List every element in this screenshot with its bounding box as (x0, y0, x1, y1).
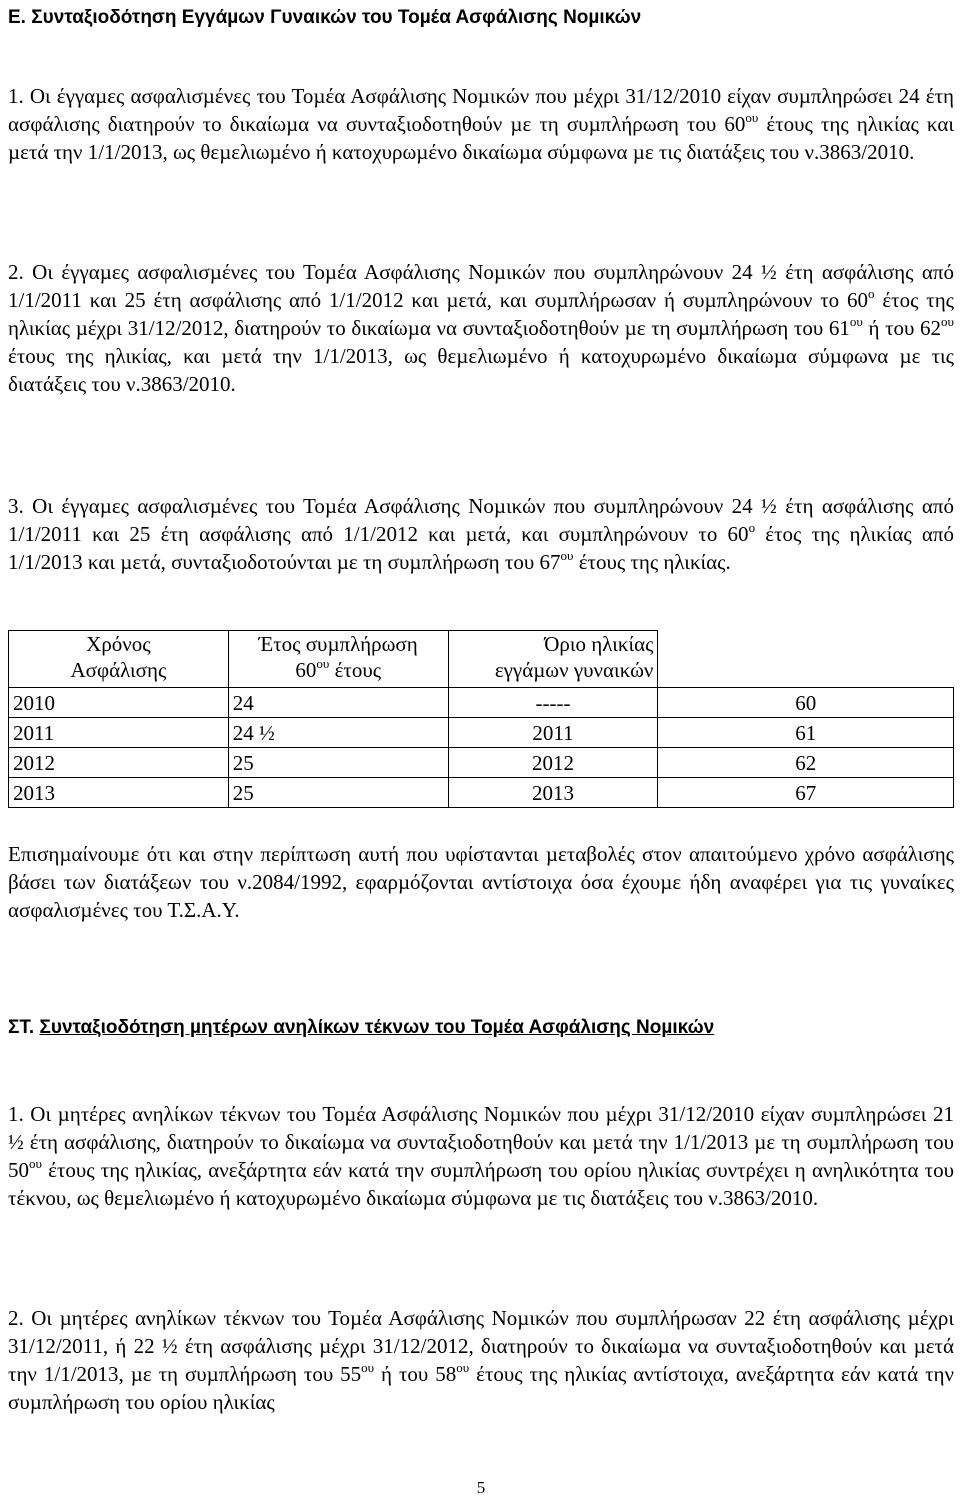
section-e-paragraph-1: 1. Οι έγγαµες ασφαλισµένες του Τοµέα Ασφάλισης Νοµικών που µέχρι 31/12/2010 είχαν συµπληρώσει 24 έτη ασφάλισης διατηρούν το δικαίωµα να συνταξιοδοτηθούν µε τη συµπλήρωση του $60^{o\upsilon}$ έτους της ηλικίας και µετά την 1/1/2013, ως θεµελιωµένο ή κατοχυρωµένο δικαίωµα σύµφωνα µε τις διατάξεις του ν.3863/2010. (8, 84, 954, 164)
section-e-paragraph-3: 3. Οι έγγαµες ασφαλισµένες του Τοµέα Ασφάλισης Νοµικών που συµπληρώνουν 24 ½ έτη ασφάλισης από 1/1/2011 και 25 έτη ασφάλισης από 1/1/2012 και µετά, και συµπληρώνουν το $60^o$ έτος της ηλικίας από 1/1/2013 και µετά, συνταξιοδοτούνται µε τη συµπλήρωση του $67^{o\upsilon}$ έτους της ηλικίας. (8, 494, 954, 574)
section-e-heading: Ε. Συνταξιοδότηση Εγγάµων Γυναικών του Τοµέα Ασφάλισης Νοµικών (8, 7, 642, 28)
cell-year: 2013 (9, 778, 229, 808)
section-e-paragraph-2: 2. Οι έγγαµες ασφαλισµένες του Τοµέα Ασφάλισης Νοµικών που συµπληρώνουν 24 ½ έτη ασφάλισης από 1/1/2011 και 25 έτη ασφάλισης από 1/1/2012 και µετά, και συµπλήρωσαν ή συµπληρώνουν το $60^o$ έτος της ηλικίας µέχρι 31/12/2012, διατηρούν το δικαίωµα να συνταξιοδοτηθούν µε τη συµπλήρωση του $61^{o\upsilon}$ ή του $62^{o\upsilon}$ έτους της ηλικίας, και µετά την 1/1/2013, ως θεµελιωµένο ή κατοχυρωµένο δικαίωµα σύµφωνα µε τις διατάξεις του ν.3863/2010. (8, 260, 954, 396)
section-st-paragraph-1: 1. Οι µητέρες ανηλίκων τέκνων του Τοµέα Ασφάλισης Νοµικών που µέχρι 31/12/2010 είχαν συµπληρώσει 21 ½ έτη ασφάλισης, διατηρούν το δικαίωµα να συνταξιοδοτηθούν και µετά την 1/1/2013 µε τη συµπλήρωση του $50^{o\upsilon}$ έτους της ηλικίας, ανεξάρτητα εάν κατά την συµπλήρωση του ορίου ηλικίας συντρέχει η ανηλικότητα του τέκνου, ως θεµελιωµένο ή κατοχυρωµένο δικαίωµα σύµφωνα µε τις διατάξεις του ν.3863/2010. (8, 1102, 954, 1210)
table-row (9, 748, 954, 778)
header-age-limit: Όριο ηλικίας εγγάµων γυναικών (448, 631, 658, 688)
cell-year: 2011 (9, 718, 229, 748)
cell-completion: 2011 (448, 718, 658, 748)
page-number: 5 (476, 1478, 486, 1497)
cell-insurance: 24 (228, 688, 448, 718)
cell-completion: 2012 (448, 748, 658, 778)
cell-age: 60 (658, 688, 954, 718)
table-row (9, 718, 954, 748)
cell-insurance: 25 (228, 778, 448, 808)
cell-insurance: 24 ½ (228, 718, 448, 748)
cell-age: 61 (658, 718, 954, 748)
cell-age: 62 (658, 748, 954, 778)
table-header-row (9, 631, 954, 688)
header-insurance-time: Χρόνος Ασφάλισης (9, 631, 229, 688)
note-paragraph: Επισηµαίνουµε ότι και στην περίπτωση αυτή που υφίστανται µεταβολές στον απαιτούµενο χρόνο ασφάλισης βάσει των διατάξεων του ν.2084/1992, εφαρµόζονται αντίστοιχα όσα έχουµε ήδη αναφέρει για τις γυναίκες ασφαλισµένες του Τ.Σ.Α.Υ. (8, 842, 954, 922)
cell-completion: ----- (448, 688, 658, 718)
table-row (9, 778, 954, 808)
cell-year: 2010 (9, 688, 229, 718)
cell-insurance: 25 (228, 748, 448, 778)
retirement-age-table (8, 630, 954, 808)
section-st-heading: ΣΤ. Συνταξιοδότηση µητέρων ανηλίκων τέκνων του Τοµέα Ασφάλισης Νοµικών (8, 1017, 715, 1038)
section-st-paragraph-2: 2. Οι µητέρες ανηλίκων τέκνων του Τοµέα Ασφάλισης Νοµικών που συµπλήρωσαν 22 έτη ασφάλισης µέχρι 31/12/2011, ή 22 ½ έτη ασφάλισης µέχρι 31/12/2012, διατηρούν το δικαίωµα να συνταξιοδοτηθούν και µετά την 1/1/2013, µε τη συµπλήρωση του $55^{o\upsilon}$ ή του $58^{o\upsilon}$ έτους της ηλικίας αντίστοιχα, ανεξάρτητα εάν κατά την συµπλήρωση του ορίου ηλικίας (8, 1306, 954, 1414)
table-row (9, 688, 954, 718)
header-completion-year: Έτος συµπλήρωση $60^{o\upsilon}$ έτους (228, 631, 448, 688)
cell-completion: 2013 (448, 778, 658, 808)
cell-age: 67 (658, 778, 954, 808)
cell-year: 2012 (9, 748, 229, 778)
